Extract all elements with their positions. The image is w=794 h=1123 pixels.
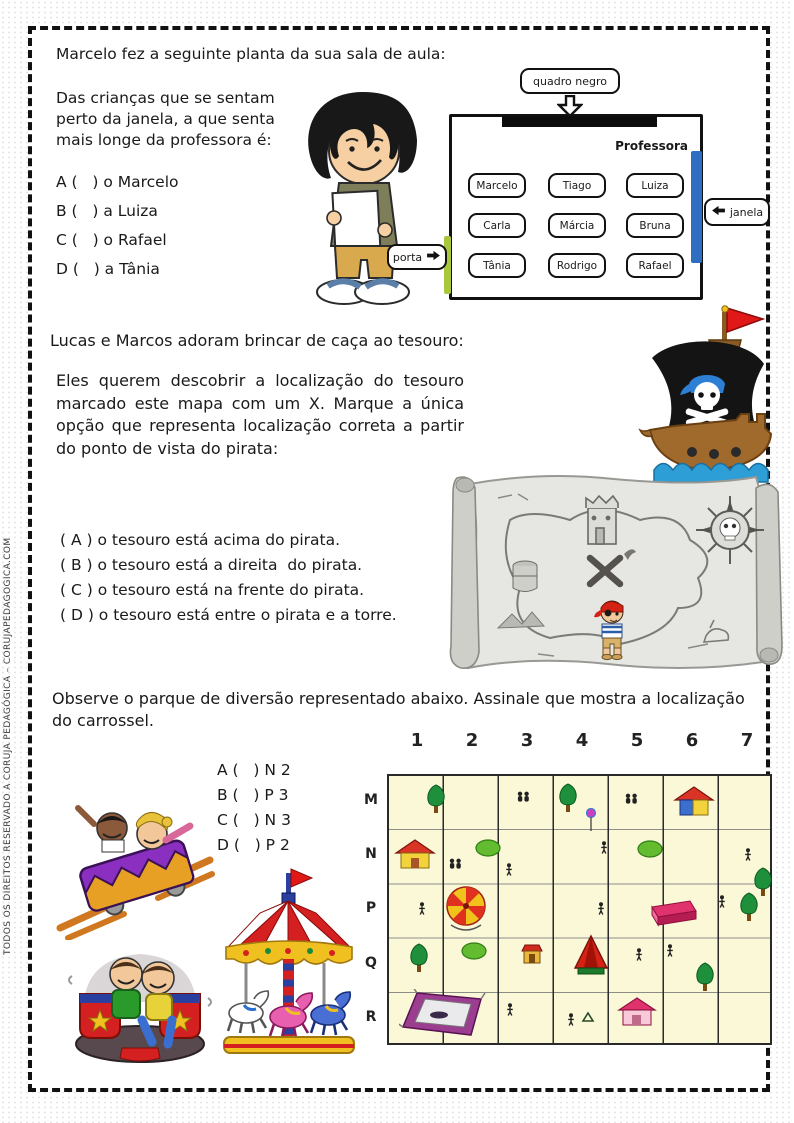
park-item-people: [448, 858, 463, 869]
q2-option-d[interactable]: ( D ) o tesouro está entre o pirata e a torre.: [60, 606, 397, 624]
park-item-flag-tri: [581, 1009, 595, 1023]
q1-options: [56, 168, 179, 284]
arrow-left-icon: [711, 205, 726, 219]
copyright-watermark: TODOS OS DIREITOS RESERVADO A CORUJA PEDAGÓGICA – CORUJAPEDAGOGICA.COM: [3, 537, 13, 955]
q2-option-b[interactable]: ( B ) o tesouro está a direita do pirata.: [60, 556, 363, 574]
park-item-bush: [475, 839, 501, 857]
q3-option-c[interactable]: C ( ) N 3: [217, 811, 291, 829]
park-grid-board: [387, 774, 772, 1045]
grid-col-1: 1: [410, 730, 424, 751]
park-item-person: [505, 863, 513, 876]
window-label-text: janela: [729, 205, 764, 219]
q1-intro: Marcelo fez a seguinte planta da sua sala de aula:: [56, 45, 446, 63]
carousel-illustration: [220, 863, 358, 1067]
park-item-person: [418, 902, 426, 915]
blackboard-label-text: quadro negro: [533, 74, 607, 88]
desk-tiago: Tiago: [548, 173, 606, 198]
worksheet-sheet: [28, 26, 770, 1092]
desk-rafael: Rafael: [626, 253, 684, 278]
q2-options: [60, 528, 397, 628]
q2-question: Eles querem descobrir a localização do tesouro marcado este mapa com um X. Marque a única opção que representa localização correta a partir do ponto de vista do pirata:: [56, 371, 464, 459]
park-item-tent-red: [571, 934, 611, 976]
desk-bruna: Bruna: [626, 213, 684, 238]
desk-marcia: Márcia: [548, 213, 606, 238]
park-item-person: [635, 948, 643, 961]
q1-option-a[interactable]: A ( ) o Marcelo: [56, 173, 179, 191]
q3-option-b[interactable]: B ( ) P 3: [217, 786, 289, 804]
park-item-kiosk: [520, 943, 544, 965]
q1-option-d[interactable]: D ( ) a Tânia: [56, 260, 160, 278]
park-item-tree: [557, 783, 579, 813]
door-label-text: porta: [392, 250, 423, 264]
park-item-tree: [694, 962, 716, 992]
blackboard-label: [520, 68, 620, 94]
park-item-building-pink: [646, 897, 698, 927]
boy-illustration: [284, 88, 442, 316]
grid-row-r: R: [365, 1009, 377, 1025]
park-item-carousel-top: [443, 885, 489, 933]
park-item-person: [666, 944, 674, 957]
grid-col-4: 4: [575, 730, 589, 751]
park-item-bush: [461, 942, 487, 960]
park-item-person: [506, 1003, 514, 1016]
door-label: [387, 244, 447, 270]
park-item-person: [744, 848, 752, 861]
park-item-bush: [637, 840, 663, 858]
q3-options: [217, 758, 291, 858]
grid-col-3: 3: [520, 730, 534, 751]
blackboard-bar: [502, 116, 657, 127]
q3-option-a[interactable]: A ( ) N 2: [217, 761, 291, 779]
grid-row-m: M: [364, 792, 378, 808]
classroom-diagram: [449, 114, 703, 300]
grid-row-p: P: [365, 900, 377, 916]
park-map: [357, 728, 775, 1080]
park-item-person: [718, 895, 726, 908]
park-item-person: [567, 1013, 575, 1026]
grid-col-5: 5: [630, 730, 644, 751]
q1-question: Das crianças que se sentam perto da janela, a que senta mais longe da professora é:: [56, 89, 275, 149]
q2-option-c[interactable]: ( C ) o tesouro está na frente do pirata.: [60, 581, 365, 599]
desk-tania: Tânia: [468, 253, 526, 278]
grid-row-n: N: [365, 846, 377, 862]
park-item-house-blue: [673, 785, 715, 819]
park-item-person: [597, 902, 605, 915]
park-item-tree: [738, 892, 760, 922]
window-bar: [691, 151, 702, 263]
park-item-person: [600, 841, 608, 854]
park-item-pool: [399, 989, 489, 1039]
park-item-people: [516, 791, 531, 802]
arrow-right-icon: [426, 250, 441, 264]
roller-coaster-illustration: [54, 782, 216, 940]
park-item-tree: [408, 943, 430, 973]
grid-col-6: 6: [685, 730, 699, 751]
q2-option-a[interactable]: ( A ) o tesouro está acima do pirata.: [60, 531, 341, 549]
park-item-balloon: [585, 808, 597, 832]
park-item-house-pink: [617, 996, 657, 1028]
park-item-tree: [425, 784, 447, 814]
park-item-people: [624, 793, 639, 804]
treasure-map-illustration: [438, 458, 788, 688]
grid-col-2: 2: [465, 730, 479, 751]
q3-question: Observe o parque de diversão representado abaixo. Assinale que mostra a localização do carrossel.: [52, 689, 745, 730]
park-item-house-red: [394, 838, 436, 872]
q2-intro: Lucas e Marcos adoram brincar de caça ao tesouro:: [50, 331, 464, 350]
window-label: [704, 198, 770, 226]
desk-marcelo: Marcelo: [468, 173, 526, 198]
grid-col-7: 7: [740, 730, 754, 751]
q3-option-d[interactable]: D ( ) P 2: [217, 836, 290, 854]
spinning-ride-illustration: [64, 936, 216, 1070]
desk-carla: Carla: [468, 213, 526, 238]
q1-option-b[interactable]: B ( ) a Luiza: [56, 202, 158, 220]
teacher-label: Professora: [615, 139, 688, 153]
q1-option-c[interactable]: C ( ) o Rafael: [56, 231, 167, 249]
grid-row-q: Q: [365, 955, 377, 971]
desk-rodrigo: Rodrigo: [548, 253, 606, 278]
desk-luiza: Luiza: [626, 173, 684, 198]
